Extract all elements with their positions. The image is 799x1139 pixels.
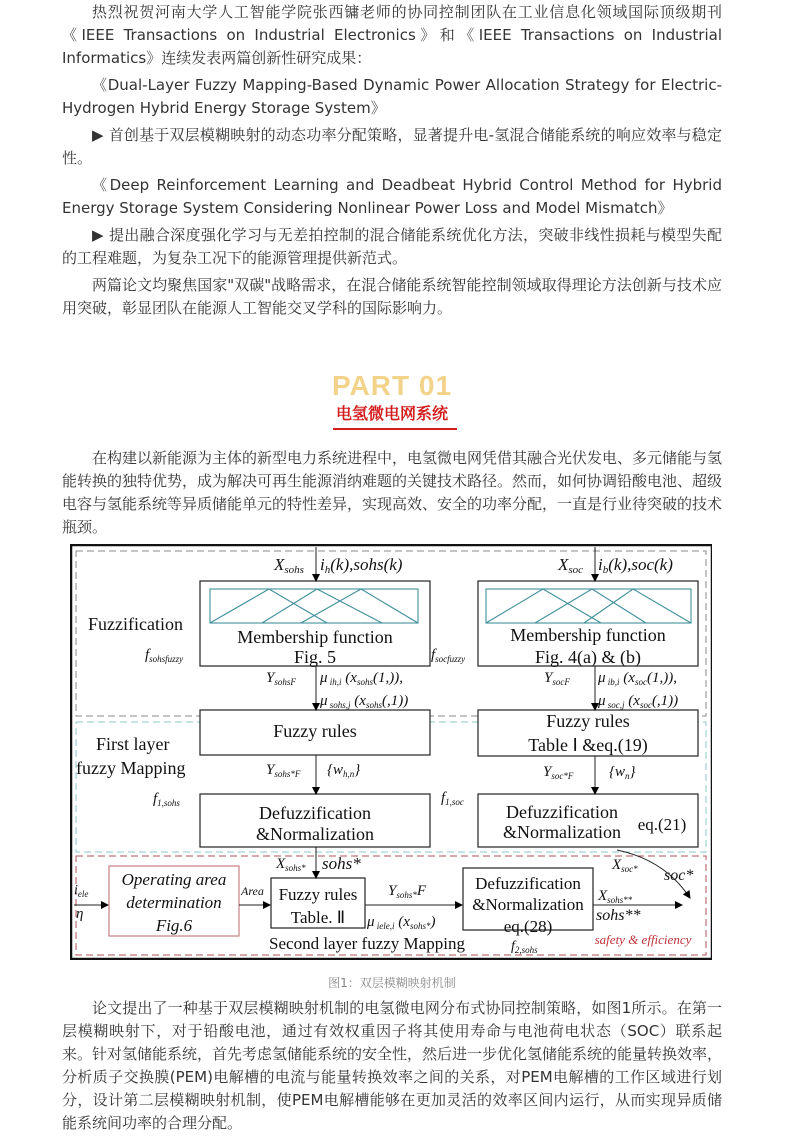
- diagram-label-part: Defuzzification: [259, 802, 371, 823]
- diagram-label: [638, 815, 687, 834]
- diagram-label-part: Y: [388, 882, 397, 899]
- diagram-label-part: determination: [126, 892, 222, 912]
- diagram-label-part: Membership function: [510, 624, 666, 645]
- diagram-label-part: (1,)),: [646, 669, 677, 686]
- intro-paragraph: 热烈祝贺河南大学人工智能学院张西镛老师的协同控制团队在工业信息化领域国际顶级期刊《IEEE Transactions on Industrial Electronics》和《IEEE Transactions on Industrial Informatics》连续发表两篇创新性研究成果：: [62, 3, 722, 67]
- diagram-label-part: μ: [598, 669, 606, 686]
- diagram-label-part: μ: [598, 692, 606, 709]
- diagram-label: [294, 647, 336, 667]
- diagram-label-part: (,1)): [651, 692, 679, 709]
- diagram-label-part: h: [324, 563, 331, 576]
- diagram-label: [240, 884, 264, 898]
- diagram-label-part: ib,i: [605, 676, 620, 687]
- diagram-label-part: Fig. 5: [293, 646, 337, 667]
- diagram-label-part: X: [276, 855, 286, 872]
- diagram-label: [88, 614, 183, 634]
- diagram-label-part: Y: [266, 669, 275, 686]
- diagram-label-part: b: [602, 563, 609, 576]
- diagram-label: [504, 917, 553, 936]
- diagram-label: [76, 906, 83, 922]
- diagram-label-part: {w: [609, 763, 626, 780]
- diagram-label: [291, 908, 345, 927]
- diagram-label-part: (x: [341, 669, 357, 686]
- diagram-label-part: First layer: [96, 733, 170, 754]
- diagram-label-part: Table Ⅰ &eq.(19): [528, 734, 648, 755]
- diagram-label-part: f: [431, 646, 436, 663]
- diagram-label-part: sohs: [356, 676, 373, 687]
- diagram-label: [322, 854, 361, 873]
- diagram-label: [506, 802, 618, 822]
- diagram-label-part: X: [612, 856, 622, 873]
- diagram-label-part: socF: [552, 676, 570, 687]
- section-title-underline: [333, 428, 457, 430]
- diagram-label: [259, 803, 371, 823]
- diagram-label-part: iele,i: [374, 920, 395, 931]
- summary-paragraph: 两篇论文均聚焦国家"双碳"战略需求，在混合储能系统智能控制领域取得理论方法创新与技术应用突破，彰显团队在能源人工智能交叉学科的国际影响力。: [62, 276, 722, 317]
- diagram-label-part: 1,soc: [445, 796, 464, 807]
- diagram-label-part: &Normalization: [503, 821, 621, 842]
- diagram-label-part: }: [354, 761, 361, 778]
- diagram-label: [595, 932, 692, 947]
- diagram-label-part: ele: [77, 888, 89, 899]
- diagram-label: [546, 711, 629, 731]
- diagram-label-part: f: [511, 938, 515, 954]
- diagram-label-part: Fig. 4(a) & (b): [535, 646, 641, 667]
- diagram-label: [472, 895, 584, 914]
- diagram-label: [535, 647, 641, 668]
- diagram-label: [76, 758, 185, 778]
- diagram-label-part: X: [598, 887, 608, 904]
- diagram-label-part: sohs**: [607, 894, 633, 905]
- diagram-label-part: &Normalization: [256, 823, 374, 844]
- diagram-label-part: μ: [320, 669, 328, 686]
- diagram-label-part: Area: [241, 883, 264, 898]
- section-title: 电氢微电网系统: [335, 404, 448, 423]
- diagram-label-part: Fuzzy rules: [273, 720, 357, 741]
- paper2-highlight: ▶ 提出融合深度强化学习与无差拍控制的混合储能系统优化方法，突破非线性损耗与模型失配的工程难题，为复杂工况下的能源管理提供新范式。: [62, 226, 722, 267]
- diagram-label-part: Defuzzification: [506, 801, 618, 822]
- paper1-highlight: ▶ 首创基于双层模糊映射的动态功率分配策略，显著提升电-氢混合储能系统的响应效率与稳定性。: [62, 126, 722, 167]
- diagram-label: [256, 824, 374, 844]
- diagram-label-part: }: [629, 763, 636, 780]
- diagram-label-part: eq.(21): [637, 814, 687, 834]
- diagram-label-part: μ: [367, 913, 375, 930]
- diagram-label-part: i: [74, 882, 78, 898]
- diagram-label-part: soc*: [664, 866, 694, 884]
- dual-layer-fuzzy-mapping-diagram: [70, 544, 712, 960]
- part-label: PART 01: [331, 370, 453, 401]
- diagram-label-part: soc: [634, 676, 647, 687]
- diagram-label-part: n: [625, 770, 630, 781]
- diagram-label-part: Second layer fuzzy Mapping: [269, 933, 465, 953]
- diagram-label-part: sohs*: [396, 889, 417, 900]
- diagram-label: [609, 764, 636, 781]
- diagram-label: [320, 555, 403, 576]
- diagram-label-part: (x: [624, 692, 640, 709]
- diagram-label-part: sohs*: [285, 862, 306, 873]
- diagram-label-part: sohs: [365, 699, 382, 710]
- diagram-label-part: μ: [320, 692, 328, 709]
- diagram-label-part: Y: [543, 763, 552, 780]
- diagram-label-part: Y: [266, 761, 275, 778]
- figure-caption: 图1：双层模糊映射机制: [328, 975, 456, 990]
- diagram-label-part: h,n: [343, 768, 355, 779]
- diagram-label-part: Y: [544, 669, 553, 686]
- paper1-title: 《Dual-Layer Fuzzy Mapping-Based Dynamic Power Allocation Strategy for Electric-Hydrogen Hybrid Energy Storage System》: [62, 76, 722, 117]
- article-column: [62, 1, 722, 1139]
- diagram-label-part: X: [274, 554, 285, 574]
- diagram-label-part: sohs*: [322, 853, 361, 873]
- diagram-label-part: (x: [394, 913, 410, 930]
- diagram-label-part: (k),sohs(k): [330, 554, 403, 574]
- diagram-label-part: (,1)): [381, 692, 409, 709]
- diagram-label-part: Defuzzification: [475, 873, 581, 893]
- diagram-label: [122, 870, 227, 889]
- diagram-label: [155, 916, 193, 935]
- diagram-label-part: f: [153, 790, 158, 807]
- diagram-label: [598, 555, 673, 576]
- diagram-label-part: Fuzzy rules: [546, 710, 630, 731]
- diagram-label-part: (k),soc(k): [608, 554, 673, 574]
- diagram-label: [528, 735, 648, 756]
- diagram-label-part: F: [416, 882, 427, 899]
- diagram-label-part: soc: [639, 699, 652, 710]
- diagram-label-part: (x: [619, 669, 635, 686]
- diagram-label-part: socfuzzy: [435, 653, 466, 664]
- diagram-label-part: i: [320, 554, 325, 574]
- diagram-label: [596, 907, 640, 924]
- diagram-label-part: i: [598, 554, 603, 574]
- diagram-label-part: sohs*: [409, 920, 431, 931]
- diagram-label-part: (1,)),: [372, 669, 403, 686]
- section-intro-paragraph: 在构建以新能源为主体的新型电力系统进程中，电氢微电网凭借其融合光伏发电、多元储能与氢能转换的独特优势，成为解决可再生能源消纳难题的关键技术路径。然而，如何协调铅酸电池、超级电容与氢能系统等异质储能单元的特性差异，实现高效、安全的功率分配，一直是行业待突破的技术瓶颈。: [62, 448, 723, 536]
- diagram-label-part: sohs*F: [274, 768, 301, 779]
- diagram-label-part: sohsfuzzy: [149, 653, 184, 664]
- diagram-label-part: sohsF: [274, 676, 296, 687]
- diagram-label-part: soc*: [621, 863, 638, 874]
- diagram-label-part: η: [76, 905, 84, 922]
- diagram-label-part: ih,i: [327, 676, 342, 687]
- diagram-label-part: &Normalization: [472, 894, 584, 914]
- diagram-label-part: Fig.6: [155, 915, 193, 935]
- diagram-label-part: sohs**: [596, 906, 641, 924]
- diagram-label-part: safety & efficiency: [594, 931, 692, 947]
- diagram-label-part: Fuzzy rules: [278, 884, 358, 904]
- diagram-label-part: 2,sohs: [514, 944, 538, 955]
- diagram-label: [503, 822, 621, 842]
- diagram-label-part: (x: [350, 692, 366, 709]
- diagram-label-part: soc,j: [605, 699, 625, 710]
- diagram-label: [279, 885, 358, 904]
- paper2-title: 《Deep Reinforcement Learning and Deadbeat Hybrid Control Method for Hybrid Energy Storage System Considering Nonlinear Power Loss and Model Mismatch》: [62, 176, 722, 217]
- diagram-label-part: eq.(28): [503, 916, 553, 936]
- diagram-label-part: Membership function: [237, 626, 393, 647]
- diagram-label-part: Fuzzification: [88, 613, 183, 634]
- diagram-label: [96, 734, 170, 754]
- diagram-label: [126, 893, 221, 912]
- diagram-label: [237, 627, 392, 647]
- diagram-label: [664, 867, 693, 884]
- diagram-label: [269, 934, 465, 953]
- diagram-label: [510, 625, 665, 645]
- diagram-label-part: ): [430, 913, 436, 930]
- diagram-label-part: sohs,j: [327, 699, 351, 710]
- diagram-label-part: soc: [568, 563, 584, 576]
- diagram-label-part: X: [558, 554, 569, 574]
- diagram-label-part: fuzzy Mapping: [76, 757, 186, 778]
- diagram-label: [475, 874, 581, 893]
- diagram-label-part: 1,sohs: [157, 797, 180, 808]
- diagram-label-part: Operating area: [121, 869, 227, 889]
- diagram-label-part: Table. Ⅱ: [290, 907, 346, 927]
- diagram-label-part: soc*F: [551, 770, 574, 781]
- diagram-label: [273, 721, 356, 741]
- diagram-label-part: sohs: [284, 563, 304, 576]
- diagram-label-part: f: [145, 646, 150, 663]
- diagram-label-part: f: [441, 789, 446, 806]
- diagram-label-part: {w: [327, 761, 344, 778]
- body-paragraph: 论文提出了一种基于双层模糊映射机制的电氢微电网分布式协同控制策略，如图1所示。在第一层模糊映射下，对于铅酸电池，通过有效权重因子将其使用寿命与电池荷电状态（SOC）联系起来。针对氢储能系统，首先考虑氢储能系统的安全性，然后进一步优化氢储能系统的能量转换效率，分析质子交换膜(PEM)电解槽的电流与能量转换效率之间的关系，对PEM电解槽的工作区域进行划分，设计第二层模糊映射机制，使PEM电解槽能够在更加灵活的效率区间内运行，从而实现异质储能系统间功率的合理分配。: [62, 998, 723, 1132]
